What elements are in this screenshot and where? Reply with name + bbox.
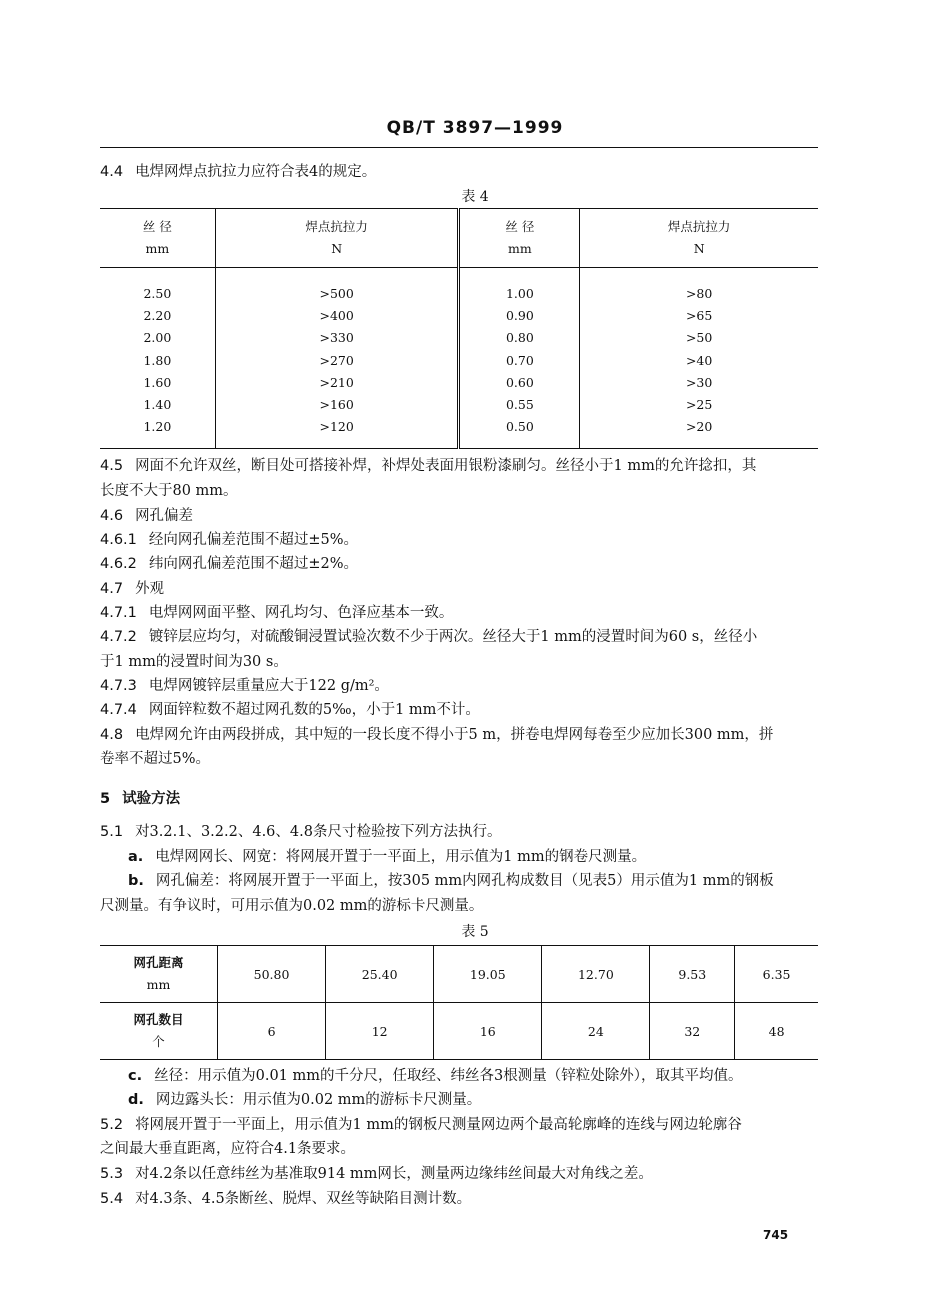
table-row [100,1003,818,1060]
table-cell: 0.55 [459,393,580,415]
clause-5-2-continued: 之间最大垂直距离，应符合4.1条要求。 [100,1141,356,1157]
table-5 [100,945,818,1060]
section-5-heading: 5 试验方法 [100,790,181,807]
table-row [100,327,818,349]
clause-4-7-4: 4.7.4 网面锌粒数不超过网孔数的5‰，小于1 mm不计。 [100,702,480,718]
table-cell: 0.70 [459,349,580,371]
clause-4-6: 4.6 网孔偏差 [100,508,194,524]
table-cell: >50 [580,327,818,349]
clause-4-6-1: 4.6.1 经向网孔偏差范围不超过±5%。 [100,532,359,548]
table-cell: 25.40 [326,946,434,1003]
clause-4-5-continued: 长度不大于80 mm。 [100,483,238,499]
item-b-continued: 尺测量。有争议时，可用示值为0.02 mm的游标卡尺测量。 [100,898,484,914]
table-cell: 2.00 [143,330,172,346]
table-cell: 12 [326,1003,434,1060]
table-4-header: 丝 径 mm [459,209,580,268]
table-row [100,371,818,393]
table-cell: >160 [215,393,459,415]
item-d: d. 网边露头长：用示值为0.02 mm的游标卡尺测量。 [128,1092,482,1108]
table-cell: 1.80 [143,352,172,368]
table-cell: 0.80 [459,327,580,349]
clause-4-7-3: 4.7.3 电焊网镀锌层重量应大于122 g/m²。 [100,678,389,694]
table-5-caption: 表 5 [461,924,489,940]
table-cell: 19.05 [434,946,542,1003]
table-cell: >270 [215,349,459,371]
table-cell: >120 [215,416,459,449]
clause-4-4 [100,160,820,184]
clause-4-7-2: 4.7.2 镀锌层应均匀，对硫酸铜浸置试验次数不少于两次。丝径大于1 mm的浸置时间为60 s，丝径小 [100,629,758,645]
table-cell: 6.35 [735,946,818,1003]
clause-4-8-continued: 卷率不超过5%。 [100,751,211,767]
table-cell: 48 [735,1003,818,1060]
clause-4-5: 4.5 网面不允许双丝，断目处可搭接补焊，补焊处表面用银粉漆刷匀。丝径小于1 mm的允许捻扣，其 [100,458,757,474]
table-cell: 24 [542,1003,650,1060]
table-cell: >400 [215,304,459,326]
clause-5-3: 5.3 对4.2条以任意纬丝为基准取914 mm网长，测量两边缘纬丝间最大对角线之差。 [100,1166,653,1182]
table-4-header: 丝 径 mm [100,209,215,268]
row-header: 网孔数目 个 [100,1003,218,1060]
table-cell: 1.00 [459,268,580,305]
table-cell: 1.20 [143,419,172,435]
clause-text: 电焊网焊点抗拉力应符合表4的规定。 [135,164,377,180]
table-row [100,416,818,449]
standard-number-header: QB/T 3897—1999 [386,118,564,138]
clause-5-2: 5.2 将网展开置于一平面上，用示值为1 mm的钢板尺测量网边两个最高轮廓峰的连线与网边轮廓谷 [100,1117,742,1133]
table-cell: 2.20 [143,307,172,323]
clause-4-7-1: 4.7.1 电焊网网面平整、网孔均匀、色泽应基本一致。 [100,605,454,621]
clause-5-4: 5.4 对4.3条、4.5条断丝、脱焊、双丝等缺陷目测计数。 [100,1191,472,1207]
clause-5-1: 5.1 对3.2.1、3.2.2、4.6、4.8条尺寸检验按下列方法执行。 [100,824,502,840]
clause-number: 4.4 [100,164,124,180]
table-cell: >25 [580,393,818,415]
page-number: 745 [763,1228,789,1242]
header-rule [100,147,818,148]
table-cell: 6 [218,1003,326,1060]
table-4-header: 焊点抗拉力 N [580,209,818,268]
table-cell: 50.80 [218,946,326,1003]
table-cell: 2.50 [143,285,172,301]
table-row [100,349,818,371]
table-4 [100,208,818,449]
table-row [100,304,818,326]
clause-4-6-2: 4.6.2 纬向网孔偏差范围不超过±2%。 [100,556,359,572]
item-b: b. 网孔偏差：将网展开置于一平面上，按305 mm内网孔构成数目（见表5）用示值为1 mm的钢板 [128,873,774,889]
table-cell: 9.53 [650,946,735,1003]
clause-4-8: 4.8 电焊网允许由两段拼成，其中短的一段长度不得小于5 m，拼卷电焊网每卷至少应加长300 mm，拼 [100,727,774,743]
table-cell: >20 [580,416,818,449]
item-c: c. 丝径：用示值为0.01 mm的千分尺，任取经、纬丝各3根测量（锌粒处除外），取其平均值。 [128,1068,743,1084]
table-cell: >40 [580,349,818,371]
table-cell: 16 [434,1003,542,1060]
table-cell: 0.50 [459,416,580,449]
table-cell: 0.90 [459,304,580,326]
table-row [100,268,818,305]
table-row [100,946,818,1003]
table-cell: >210 [215,371,459,393]
item-a: a. 电焊网网长、网宽：将网展开置于一平面上，用示值为1 mm的钢卷尺测量。 [128,849,647,865]
table-cell: 1.60 [143,374,172,390]
table-cell: >500 [215,268,459,305]
table-cell: 1.40 [143,397,172,413]
table-cell: >65 [580,304,818,326]
table-4-header: 焊点抗拉力 N [215,209,459,268]
table-cell: >330 [215,327,459,349]
table-cell: >30 [580,371,818,393]
table-4-caption: 表 4 [461,189,489,205]
table-cell: >80 [580,268,818,305]
clause-4-7-2-continued: 于1 mm的浸置时间为30 s。 [100,654,288,670]
clause-4-7: 4.7 外观 [100,581,165,597]
table-cell: 32 [650,1003,735,1060]
table-row [100,393,818,415]
table-cell: 12.70 [542,946,650,1003]
table-cell: 0.60 [459,371,580,393]
row-header: 网孔距离 mm [100,946,218,1003]
